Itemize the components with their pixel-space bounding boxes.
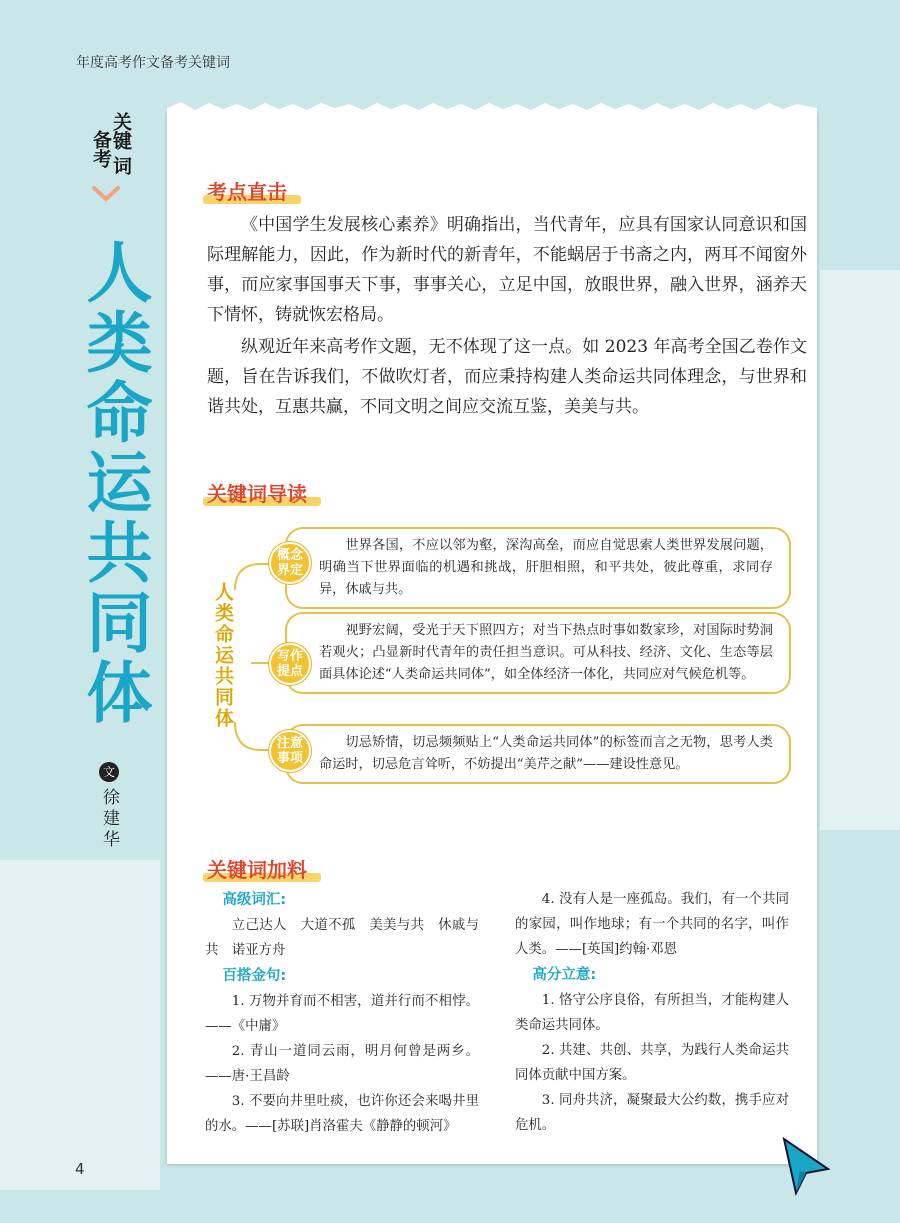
left-column: [205, 887, 479, 1139]
page-number: 4: [75, 1160, 85, 1178]
card-cautions: 切忌矫情，切忌频频贴上“人类命运共同体”的标签而言之无物，思考人类命运时，切忌危言耸听，不妨提出“美芹之献”——建设性意见。: [285, 724, 791, 784]
keyword-tag-left: 备考: [90, 130, 112, 168]
keyword-tag: [86, 112, 138, 192]
author-name: 徐建华: [99, 788, 119, 851]
tag-concept: 概念界定: [269, 542, 311, 584]
keyword-tag-extra: 词: [110, 156, 132, 175]
section-title-kaodian: 考点直击: [207, 176, 287, 205]
section-title-daodu: 关键词导读: [207, 478, 307, 507]
card-writing-tips: 视野宏阔，受光于天下照四方；对当下热点时事如数家珍，对国际时势洞若观火；凸显新时代青年的责任担当意识。可从科技、经济、文化、生态等层面具体论述“人类命运共同体”，如全体经济一体化，共同应对气候危机等。: [285, 612, 791, 694]
article-sheet: [167, 112, 817, 1164]
idea-item: 2. 共建、共创、共享，为践行人类命运共同体贡献中国方案。: [515, 1043, 789, 1083]
right-column: [515, 887, 789, 1138]
page-title: 人类命运共同体: [75, 238, 152, 728]
intro-paragraph-1: 《中国学生发展核心素养》明确指出，当代青年，应具有国家认同意识和国际理解能力，因此，作为新时代的新青年，不能蜗居于书斋之内，两耳不闻窗外事，而应家事国事天下事，事事关心，立足中国，放眼世界，融入世界，涵养天下情怀，铸就恢宏格局。: [207, 215, 807, 325]
film-strip-decoration: [820, 270, 900, 830]
intro-paragraph-2: 纵观近年来高考作文题，无不体现了这一点。如 2023 年高考全国乙卷作文题，旨在告诉我们，不做吹灯者，而应秉持构建人类命运共同体理念，与世界和谐共处，互惠共赢，不同文明之间应交流互鉴，美美与共。: [207, 337, 807, 417]
mindmap-center-label: 人类命运共同体: [212, 582, 234, 729]
idea-item: 1. 恪守公序良俗，有所担当，才能构建人类命运共同体。: [515, 993, 789, 1033]
torn-edge-decoration: [167, 102, 817, 114]
running-title: 年度高考作文备考关键词: [76, 55, 230, 71]
section-title-jialiao: 关键词加料: [207, 854, 307, 883]
tag-cautions: 注意事项: [269, 730, 311, 772]
card-concept: 世界各国，不应以邻为壑，深沟高垒，而应自觉思索人类世界发展问题，明确当下世界面临的机遇和挑战，肝胆相照，和平共处，彼此尊重，求同存异，休戚与共。: [285, 527, 791, 609]
quote-item: 4. 没有人是一座孤岛。我们，有一个共同的家园，叫作地球；有一个共同的名字，叫作人类。——[英国]约翰·邓恩: [515, 892, 789, 957]
keyword-tag-right: 关键: [110, 112, 132, 150]
tag-writing-tips: 写作提点: [269, 643, 311, 685]
byline-badge: 文: [99, 762, 119, 782]
quotes-heading: 百搭金句:: [222, 968, 287, 984]
vocab-heading: 高级词汇:: [222, 892, 287, 908]
quote-item: 3. 不要向井里吐痰，也许你还会来喝井里的水。——[苏联]肖洛霍夫《静静的顿河》: [205, 1094, 479, 1134]
ideas-heading: 高分立意:: [532, 967, 597, 983]
chevron-down-icon: [92, 186, 120, 202]
corner-arrow-icon: [780, 1135, 832, 1197]
vocab-list: 立己达人 大道不孤 美美与共 休戚与共 诺亚方舟: [205, 918, 479, 958]
quote-item: 1. 万物并育而不相害，道并行而不相悖。——《中庸》: [205, 994, 479, 1034]
idea-item: 3. 同舟共济，凝聚最大公约数，携手应对危机。: [515, 1093, 789, 1133]
film-strip-decoration: [0, 860, 160, 1190]
quote-item: 2. 青山一道同云雨，明月何曾是两乡。——唐·王昌龄: [205, 1044, 479, 1084]
